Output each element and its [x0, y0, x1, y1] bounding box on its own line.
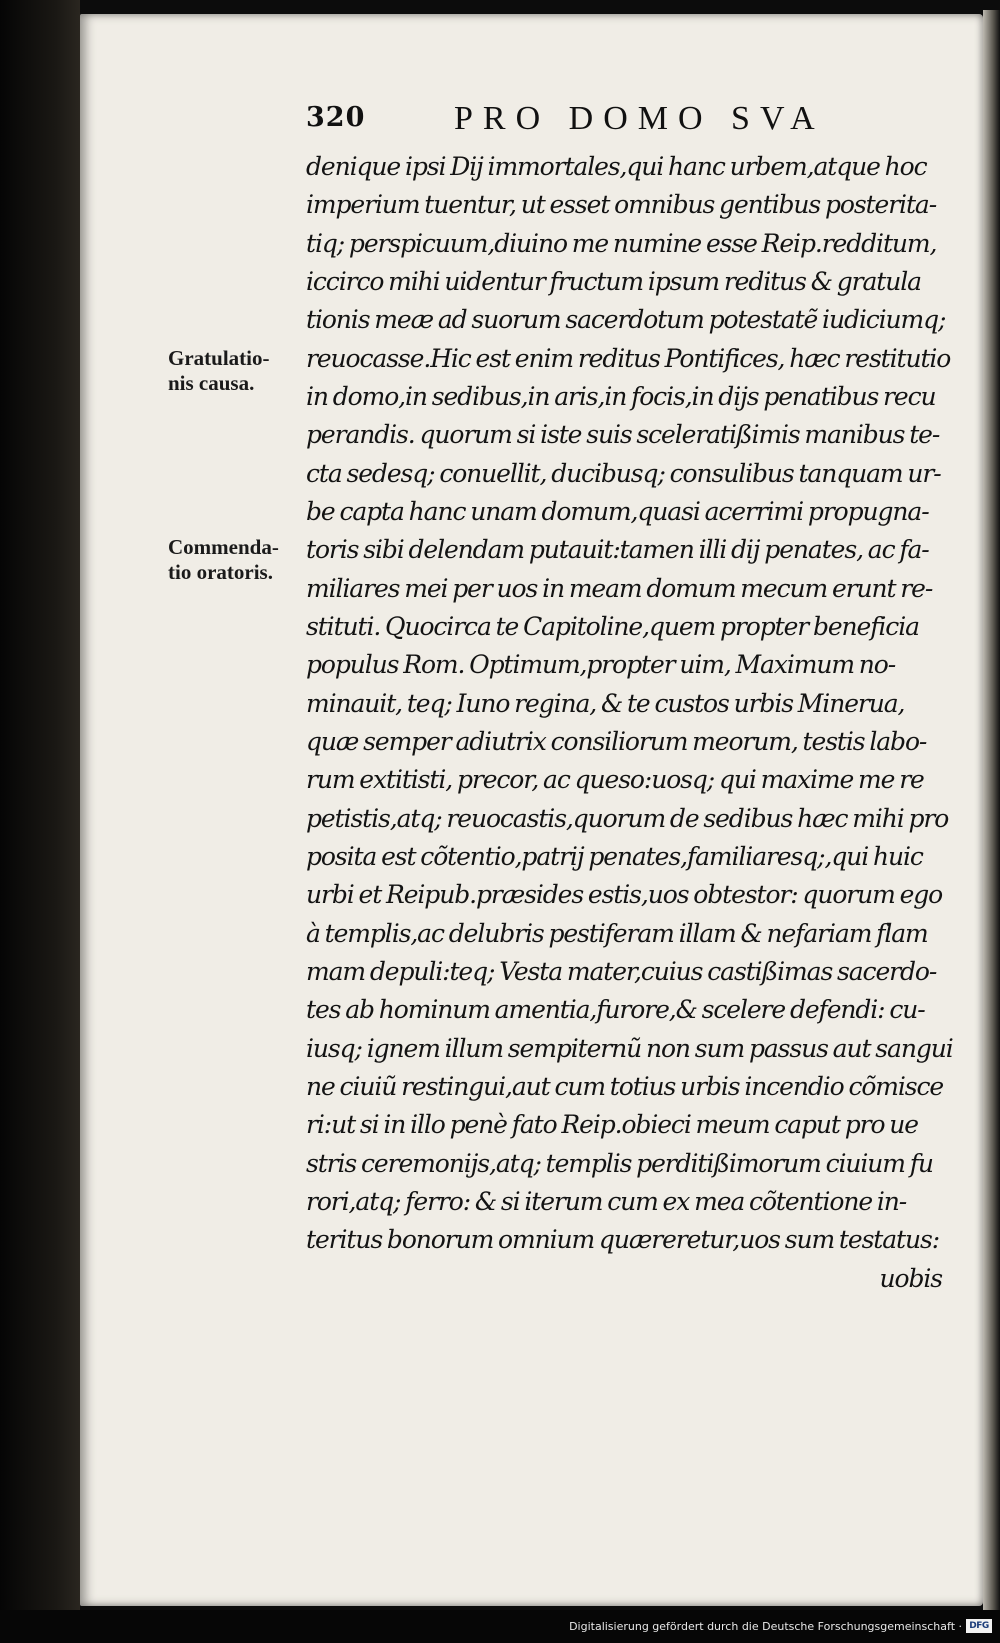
- text-line: petistis,atq; reuocastis,quorum de sedibus hæc mihi pro: [306, 803, 949, 833]
- text-line: iusq; ignem illum sempiternũ non sum passus aut sangui: [306, 1033, 953, 1063]
- text-line: stris ceremonijs,atq; templis perditißimorum ciuium fu: [306, 1148, 933, 1178]
- text-line: iccirco mihi uidentur fructum ipsum reditus & gratula: [306, 266, 921, 296]
- page-number: 320: [306, 102, 366, 133]
- margin-note-line: nis causa.: [168, 371, 255, 395]
- text-line: rum extitisti, precor, ac queso:uosq; qui maxime me re: [306, 765, 924, 795]
- text-line: teritus bonorum omnium quæreretur,uos sum testatus:: [306, 1225, 940, 1255]
- body-text: [306, 148, 970, 1298]
- text-line: perandis. quorum si iste suis sceleratißimis manibus te-: [306, 420, 940, 450]
- footer-bar: [0, 1610, 1000, 1643]
- margin-note-commendatio: [168, 535, 298, 585]
- margin-note-gratulatio: [168, 346, 298, 396]
- running-title: PRO DOMO SVA: [454, 100, 825, 137]
- text-line: mam depuli:teq; Vesta mater,cuius castißimas sacerdo-: [306, 956, 937, 986]
- text-line: populus Rom. Optimum,propter uim, Maximum no-: [306, 650, 896, 680]
- text-line: tes ab hominum amentia,furore,& scelere defendi: cu-: [306, 995, 925, 1025]
- text-line: imperium tuentur, ut esset omnibus gentibus posterita-: [306, 190, 937, 220]
- text-line: tiq; perspicuum,diuino me numine esse Reip.redditum,: [306, 228, 937, 258]
- text-line: à templis,ac delubris pestiferam illam & nefariam flam: [306, 918, 928, 948]
- text-line: miliares mei per uos in meam domum mecum erunt re-: [306, 573, 933, 603]
- book-gutter-shadow: [0, 0, 80, 1610]
- text-line: be capta hanc unam domum,quasi acerrimi propugna-: [306, 496, 929, 526]
- text-line: rori,atq; ferro: & si iterum cum ex mea cõtentione in-: [306, 1186, 907, 1216]
- text-line: cta sedesq; conuellit, ducibusq; consulibus tanquam ur-: [306, 458, 941, 488]
- page-header: [306, 102, 826, 142]
- dfg-logo: DFG: [966, 1619, 992, 1633]
- margin-note-line: tio oratoris.: [168, 560, 273, 584]
- catchword: uobis: [879, 1263, 942, 1293]
- text-line: tionis meæ ad suorum sacerdotum potestatẽ iudiciumq;: [306, 305, 946, 335]
- margin-note-line: Gratulatio-: [168, 346, 270, 370]
- text-line: ne ciuiũ restingui,aut cum totius urbis incendio cõmisce: [306, 1071, 944, 1101]
- text-line: toris sibi delendam putauit:tamen illi dij penates, ac fa-: [306, 535, 929, 565]
- text-line: ri:ut si in illo penè fato Reip.obieci meum caput pro ue: [306, 1110, 918, 1140]
- text-line: posita est cõtentio,patrij penates,familiaresq;,qui huic: [306, 841, 923, 871]
- text-line: minauit, teq; Iuno regina, & te custos urbis Minerua,: [306, 688, 905, 718]
- text-line: reuocasse.Hic est enim reditus Pontifices, hæc restitutio: [306, 343, 951, 373]
- margin-note-line: Commenda-: [168, 535, 279, 559]
- funding-credit: Digitalisierung gefördert durch die Deutsche Forschungsgemeinschaft ·: [569, 1620, 962, 1633]
- text-line: stituti. Quocirca te Capitoline,quem propter beneficia: [306, 611, 919, 641]
- text-line: quæ semper adiutrix consiliorum meorum, testis labo-: [306, 726, 927, 756]
- text-line: denique ipsi Dij immortales,qui hanc urbem,atque hoc: [306, 152, 927, 181]
- text-line: in domo,in sedibus,in aris,in focis,in dijs penatibus recu: [306, 381, 936, 411]
- page-edge: [983, 10, 1000, 1610]
- text-line: urbi et Reipub.præsides estis,uos obtestor: quorum ego: [306, 880, 943, 910]
